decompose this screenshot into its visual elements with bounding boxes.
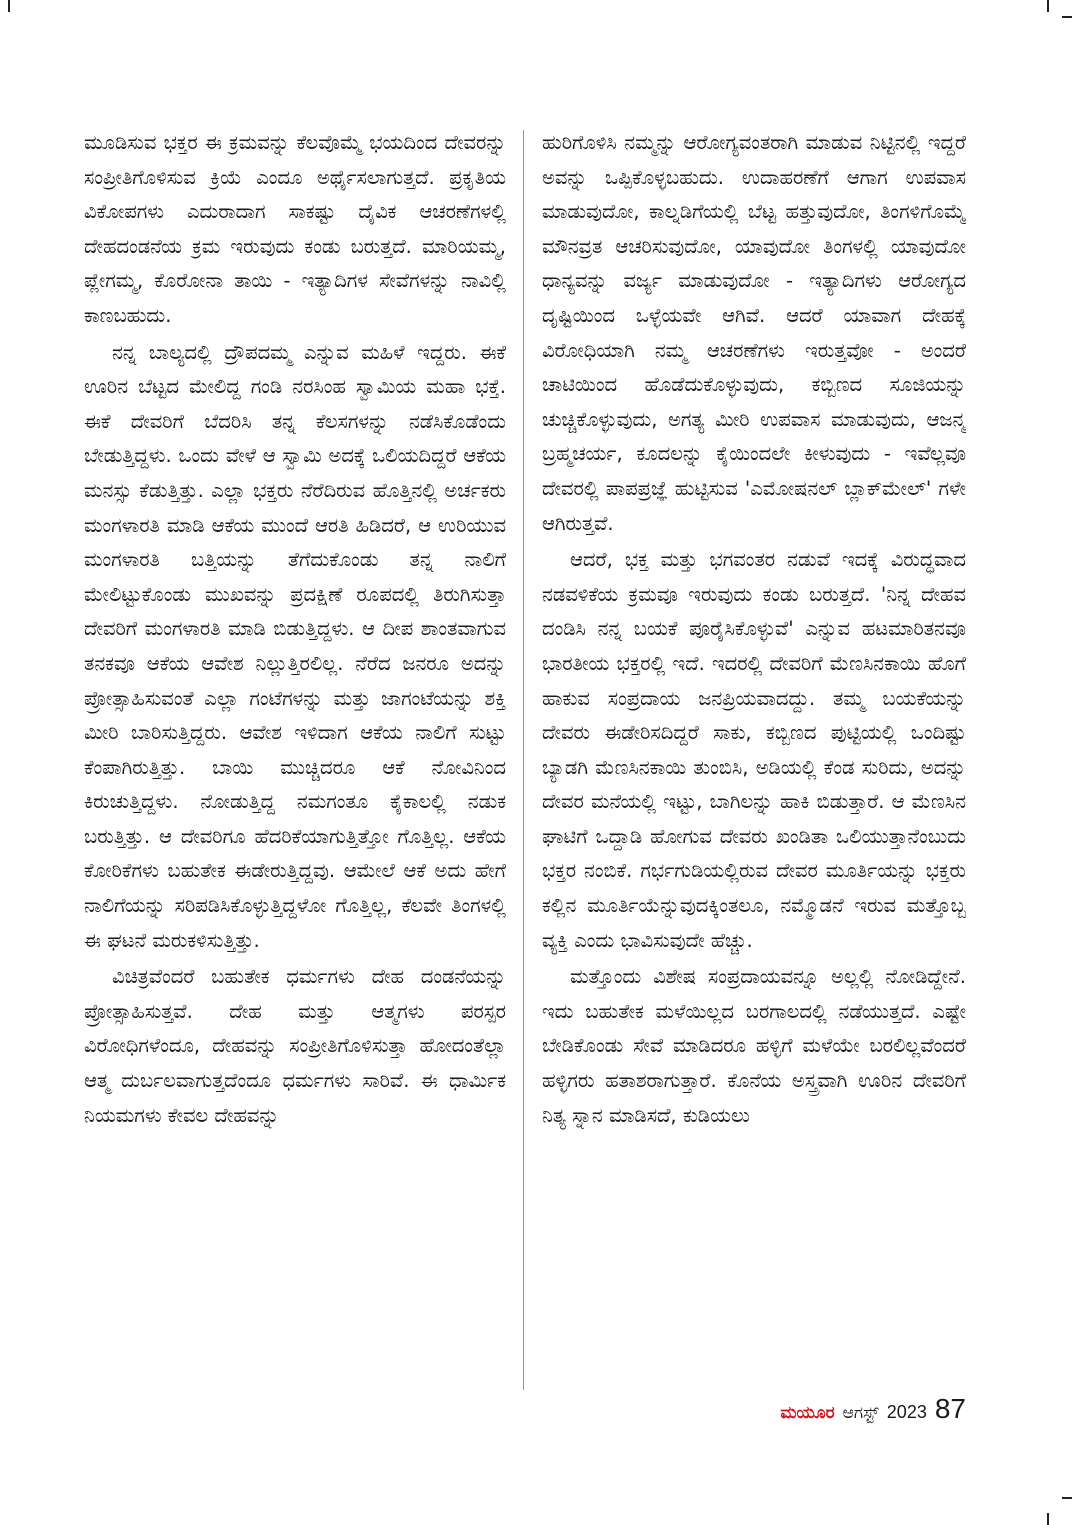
paragraph: ಆದರೆ, ಭಕ್ತ ಮತ್ತು ಭಗವಂತರ ನಡುವೆ ಇದಕ್ಕೆ ವಿರುದ್ಧವಾದ ನಡವಳಿಕೆಯ ಕ್ರಮವೂ ಇರುವುದು ಕಂಡು ಬರುತ್ತದೆ. 'ನಿನ್ನ ದೇಹವ ದಂಡಿಸಿ ನನ್ನ ಬಯಕೆ ಪೂರೈಸಿಕೊಳ್ಳುವೆ' ಎನ್ನುವ ಹಟಮಾರಿತನವೂ ಭಾರತೀಯ ಭಕ್ತರಲ್ಲಿ ಇದೆ. ಇದರಲ್ಲಿ ದೇವರಿಗೆ ಮೆಣಸಿನಕಾಯಿ ಹೊಗೆ ಹಾಕುವ ಸಂಪ್ರದಾಯ ಜನಪ್ರಿಯವಾದದ್ದು. ತಮ್ಮ ಬಯಕೆಯನ್ನು ದೇವರು ಈಡೇರಿಸದಿದ್ದರೆ ಸಾಕು, ಕಬ್ಬಿಣದ ಪುಟ್ಟಿಯಲ್ಲಿ ಒಂದಿಷ್ಟು ಬ್ಯಾಡಗಿ ಮೆಣಸಿನಕಾಯಿ ತುಂಬಿಸಿ, ಅಡಿಯಲ್ಲಿ ಕೆಂಡ ಸುರಿದು, ಅದನ್ನು ದೇವರ ಮನೆಯಲ್ಲಿ ಇಟ್ಟು, ಬಾಗಿಲನ್ನು ಹಾಕಿ ಬಿಡುತ್ತಾರೆ. ಆ ಮೆಣಸಿನ ಘಾಟಿಗೆ ಒದ್ದಾಡಿ ಹೋಗುವ ದೇವರು ಖಂಡಿತಾ ಒಲಿಯುತ್ತಾನೆಂಬುದು ಭಕ್ತರ ನಂಬಿಕೆ. ಗರ್ಭಗುಡಿಯಲ್ಲಿರುವ ದೇವರ ಮೂರ್ತಿಯನ್ನು ಭಕ್ತರು ಕಲ್ಲಿನ ಮೂರ್ತಿಯೆನ್ನುವುದಕ್ಕಿಂತಲೂ, ನಮ್ಮೊಡನೆ ಇರುವ ಮತ್ತೊಬ್ಬ ವ್ಯಕ್ತಿ ಎಂದು ಭಾವಿಸುವುದೇ ಹೆಚ್ಚು. (542, 548, 966, 952)
paragraph: ಮತ್ತೊಂದು ವಿಶೇಷ ಸಂಪ್ರದಾಯವನ್ನೂ ಅಲ್ಲಲ್ಲಿ ನೋಡಿದ್ದೇನೆ. ಇದು ಬಹುತೇಕ ಮಳೆಯಿಲ್ಲದ ಬರಗಾಲದಲ್ಲಿ ನಡೆಯುತ್ತದೆ. ಎಷ್ಟೇ ಬೇಡಿಕೊಂಡು ಸೇವೆ ಮಾಡಿದರೂ ಹಳ್ಳಿಗೆ ಮಳೆಯೇ ಬರಲಿಲ್ಲವೆಂದರೆ ಹಳ್ಳಿಗರು ಹತಾಶರಾಗುತ್ತಾರೆ. ಕೊನೆಯ ಅಸ್ತ್ರವಾಗಿ ಊರಿನ ದೇವರಿಗೆ ನಿತ್ಯ ಸ್ನಾನ ಮಾಡಿಸದೆ, ಕುಡಿಯಲು (542, 965, 966, 1127)
paragraph: ನನ್ನ ಬಾಲ್ಯದಲ್ಲಿ ದ್ರೌಪದಮ್ಮ ಎನ್ನುವ ಮಹಿಳೆ ಇದ್ದರು. ಈಕೆ ಊರಿನ ಬೆಟ್ಟದ ಮೇಲಿದ್ದ ಗಂಡಿ ನರಸಿಂಹ ಸ್ವಾಮಿಯ ಮಹಾ ಭಕ್ತೆ. ಈಕೆ ದೇವರಿಗೆ ಬೆದರಿಸಿ ತನ್ನ ಕೆಲಸಗಳನ್ನು ನಡೆಸಿಕೊಡೆಂದು ಬೇಡುತ್ತಿದ್ದಳು. ಒಂದು ವೇಳೆ ಆ ಸ್ವಾಮಿ ಅದಕ್ಕೆ ಒಲಿಯದಿದ್ದರೆ ಆಕೆಯ ಮನಸ್ಸು ಕೆಡುತ್ತಿತ್ತು. ಎಲ್ಲಾ ಭಕ್ತರು ನೆರೆದಿರುವ ಹೊತ್ತಿನಲ್ಲಿ ಅರ್ಚಕರು ಮಂಗಳಾರತಿ ಮಾಡಿ ಆಕೆಯ ಮುಂದೆ ಆರತಿ ಹಿಡಿದರೆ, ಆ ಉರಿಯುವ ಮಂಗಳಾರತಿ ಬತ್ತಿಯನ್ನು ತೆಗೆದುಕೊಂಡು ತನ್ನ ನಾಲಿಗೆ ಮೇಲಿಟ್ಟುಕೊಂಡು ಮುಖವನ್ನು ಪ್ರದಕ್ಷಿಣೆ ರೂಪದಲ್ಲಿ ತಿರುಗಿಸುತ್ತಾ ದೇವರಿಗೆ ಮಂಗಳಾರತಿ ಮಾಡಿ ಬಿಡುತ್ತಿದ್ದಳು. ಆ ದೀಪ ಶಾಂತವಾಗುವ ತನಕವೂ ಆಕೆಯ ಆವೇಶ ನಿಲ್ಲುತ್ತಿರಲಿಲ್ಲ. ನೆರೆದ ಜನರೂ ಅದನ್ನು ಪ್ರೋತ್ಸಾಹಿಸುವಂತೆ ಎಲ್ಲಾ ಗಂಟೆಗಳನ್ನು ಮತ್ತು ಜಾಗಂಟೆಯನ್ನು ಶಕ್ತಿ ಮೀರಿ ಬಾರಿಸುತ್ತಿದ್ದರು. ಆವೇಶ ಇಳಿದಾಗ ಆಕೆಯ ನಾಲಿಗೆ ಸುಟ್ಟು ಕೆಂಪಾಗಿರುತ್ತಿತ್ತು. ಬಾಯಿ ಮುಚ್ಚಿದರೂ ಆಕೆ ನೋವಿನಿಂದ ಕಿರುಚುತ್ತಿದ್ದಳು. ನೋಡುತ್ತಿದ್ದ ನಮಗಂತೂ ಕೈಕಾಲಲ್ಲಿ ನಡುಕ ಬರುತ್ತಿತ್ತು. ಆ ದೇವರಿಗೂ ಹೆದರಿಕೆಯಾಗುತ್ತಿತ್ತೋ ಗೊತ್ತಿಲ್ಲ. ಆಕೆಯ ಕೋರಿಕೆಗಳು ಬಹುತೇಕ ಈಡೇರುತ್ತಿದ್ದವು. ಆಮೇಲೆ ಆಕೆ ಅದು ಹೇಗೆ ನಾಲಿಗೆಯನ್ನು ಸರಿಪಡಿಸಿಕೊಳ್ಳುತ್ತಿದ್ದಳೋ ಗೊತ್ತಿಲ್ಲ, ಕೆಲವೇ ತಿಂಗಳಲ್ಲಿ ಈ ಘಟನೆ ಮರುಕಳಿಸುತ್ತಿತ್ತು. (84, 340, 506, 952)
crop-mark-bottom-right (1047, 1513, 1049, 1525)
crop-mark-right-lower (1062, 1497, 1072, 1499)
column-divider (523, 130, 524, 1390)
crop-mark-top-left (8, 0, 10, 12)
paragraph: ಮೂಡಿಸುವ ಭಕ್ತರ ಈ ಕ್ರಮವನ್ನು ಕೆಲವೊಮ್ಮೆ ಭಯದಿಂದ ದೇವರನ್ನು ಸಂಪ್ರೀತಿಗೊಳಿಸುವ ಕ್ರಿಯೆ ಎಂದೂ ಅರ್ಥೈಸಲಾಗುತ್ತದೆ. ಪ್ರಕೃತಿಯ ವಿಕೋಪಗಳು ಎದುರಾದಾಗ ಸಾಕಷ್ಟು ದೈವಿಕ ಆಚರಣೆಗಳಲ್ಲಿ ದೇಹದಂಡನೆಯ ಕ್ರಮ ಇರುವುದು ಕಂಡು ಬರುತ್ತದೆ. ಮಾರಿಯಮ್ಮ, ಪ್ಲೇಗಮ್ಮ, ಕೊರೋನಾ ತಾಯಿ - ಇತ್ಯಾದಿಗಳ ಸೇವೆಗಳನ್ನು ನಾವಿಲ್ಲಿ ಕಾಣಬಹುದು. (84, 131, 506, 327)
crop-mark-right-upper (1062, 16, 1072, 18)
page-footer (750, 1393, 966, 1433)
magazine-logo: ಮಯೂರ (780, 1403, 835, 1423)
page-number: 87 (934, 1393, 966, 1424)
issue-year: 2023 (886, 1402, 927, 1422)
article-right-column (542, 126, 966, 1376)
article-left-column (84, 126, 506, 1376)
issue-month: ಆಗಸ್ಟ್ (842, 1403, 879, 1423)
paragraph: ಹುರಿಗೊಳಿಸಿ ನಮ್ಮನ್ನು ಆರೋಗ್ಯವಂತರಾಗಿ ಮಾಡುವ ನಿಟ್ಟಿನಲ್ಲಿ ಇದ್ದರೆ ಅವನ್ನು ಒಪ್ಪಿಕೊಳ್ಳಬಹುದು. ಉದಾಹರಣೆಗೆ ಆಗಾಗ ಉಪವಾಸ ಮಾಡುವುದೋ, ಕಾಲ್ನಡಿಗೆಯಲ್ಲಿ ಬೆಟ್ಟ ಹತ್ತುವುದೋ, ತಿಂಗಳಿಗೊಮ್ಮೆ ಮೌನವ್ರತ ಆಚರಿಸುವುದೋ, ಯಾವುದೋ ತಿಂಗಳಲ್ಲಿ ಯಾವುದೋ ಧಾನ್ಯವನ್ನು ವರ್ಜ್ಯ ಮಾಡುವುದೋ - ಇತ್ಯಾದಿಗಳು ಆರೋಗ್ಯದ ದೃಷ್ಟಿಯಿಂದ ಒಳ್ಳೆಯವೇ ಆಗಿವೆ. ಆದರೆ ಯಾವಾಗ ದೇಹಕ್ಕೆ ವಿರೋಧಿಯಾಗಿ ನಮ್ಮ ಆಚರಣೆಗಳು ಇರುತ್ತವೋ - ಅಂದರೆ ಚಾಟಿಯಿಂದ ಹೊಡೆದುಕೊಳ್ಳುವುದು, ಕಬ್ಬಿಣದ ಸೂಜಿಯನ್ನು ಚುಚ್ಚಿಕೊಳ್ಳುವುದು, ಅಗತ್ಯ ಮೀರಿ ಉಪವಾಸ ಮಾಡುವುದು, ಆಜನ್ಮ ಬ್ರಹ್ಮಚರ್ಯ, ಕೂದಲನ್ನು ಕೈಯಿಂದಲೇ ಕೀಳುವುದು - ಇವೆಲ್ಲವೂ ದೇವರಲ್ಲಿ ಪಾಪಪ್ರಜ್ಞೆ ಹುಟ್ಟಿಸುವ 'ಎಮೋಷನಲ್ ಬ್ಲಾಕ್‌ಮೇಲ್' ಗಳೇ ಆಗಿರುತ್ತವೆ. (542, 131, 966, 535)
crop-mark-top-right (1047, 0, 1049, 12)
paragraph: ವಿಚಿತ್ರವೆಂದರೆ ಬಹುತೇಕ ಧರ್ಮಗಳು ದೇಹ ದಂಡನೆಯನ್ನು ಪ್ರೋತ್ಸಾಹಿಸುತ್ತವೆ. ದೇಹ ಮತ್ತು ಆತ್ಮಗಳು ಪರಸ್ಪರ ವಿರೋಧಿಗಳೆಂದೂ, ದೇಹವನ್ನು ಸಂಪ್ರೀತಿಗೊಳಿಸುತ್ತಾ ಹೋದಂತೆಲ್ಲಾ ಆತ್ಮ ದುರ್ಬಲವಾಗುತ್ತದೆಂದೂ ಧರ್ಮಗಳು ಸಾರಿವೆ. ಈ ಧಾರ್ಮಿಕ ನಿಯಮಗಳು ಕೇವಲ ದೇಹವನ್ನು (84, 965, 506, 1127)
